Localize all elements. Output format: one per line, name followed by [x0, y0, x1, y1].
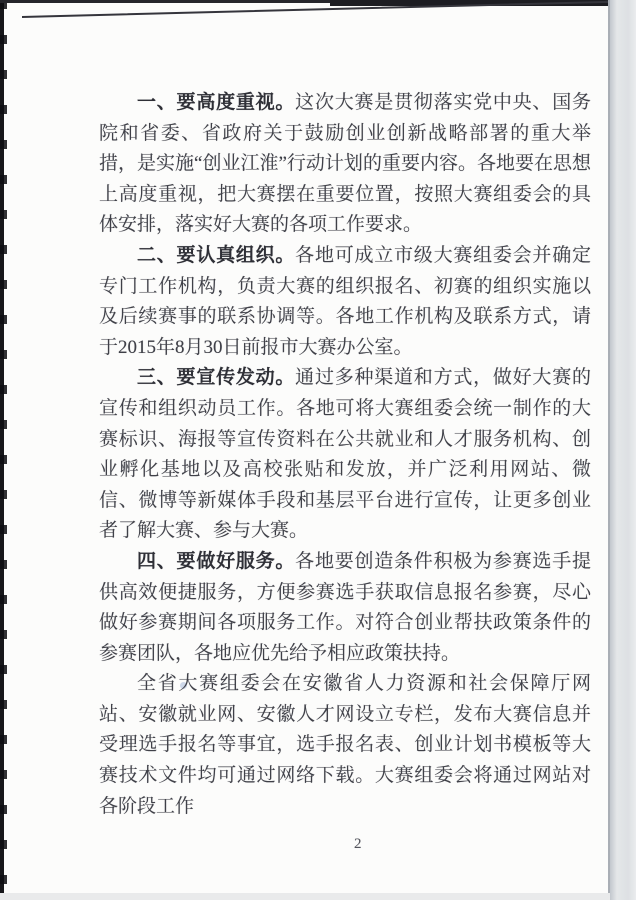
paragraph-1: [99, 88, 591, 241]
paragraph-2: [99, 241, 591, 363]
paragraph-4-text: 各地要创造条件积极为参赛选手提供高效便捷服务，方便参赛选手获取信息报名参赛，尽心做好参赛期间各项服务工作。对符合创业帮扶政策条件的参赛团队，各地应优先给予相应政策扶持。: [99, 550, 591, 664]
paragraph-5-text: 全省大赛组委会在安徽省人力资源和社会保障厅网站、安徽就业网、安徽人才网设立专栏，发布大赛信息并受理选手报名等事宜，选手报名表、创业计划书模板等大赛技术文件均可通过网络下载。大赛组委会将通过网站对各阶段工作: [99, 673, 591, 817]
paragraph-5: [99, 669, 591, 822]
paragraph-1-heading: 一、要高度重视。: [137, 92, 296, 113]
scan-left-edge-bumps: [0, 0, 7, 900]
paragraph-2-heading: 二、要认真组织。: [137, 244, 296, 266]
paragraph-4-heading: 四、要做好服务。: [137, 550, 296, 572]
scanner-bed-right-band: [608, 0, 636, 900]
paragraph-3-text: 通过多种渠道和方式，做好大赛的宣传和组织动员工作。各地可将大赛组委会统一制作的大赛标识、海报等宣传资料在公共就业和人才服务机构、创业孵化基地以及高校张贴和发放，并广泛利用网站、微信、微博等新媒体手段和基层平台进行宣传，让更多创业者了解大赛、参与大赛。: [99, 367, 591, 542]
paragraph-1-text: 这次大赛是贯彻落实党中央、国务院和省委、省政府关于鼓励创业创新战略部署的重大举措，是实施“创业江淮”行动计划的重要内容。各地要在思想上高度重视，把大赛摆在重要位置，按照大赛组委会的具体安排，落实好大赛的各项工作要求。: [99, 92, 591, 236]
paragraph-3-heading: 三、要宣传发动。: [137, 367, 296, 389]
paragraph-4: [99, 547, 591, 669]
page-number: 2: [354, 836, 362, 852]
paper-fold-line: [0, 0, 636, 24]
paragraph-3: [99, 363, 591, 547]
scan-bottom-edge: [0, 893, 610, 900]
document-body: [99, 88, 591, 822]
paragraph-2-text: 各地可成立市级大赛组委会并确定专门工作机构，负责大赛的组织报名、初赛的组织实施以及后续赛事的联系协调等。各地工作机构及联系方式，请于2015年8月30日前报市大赛办公室。: [99, 244, 591, 358]
